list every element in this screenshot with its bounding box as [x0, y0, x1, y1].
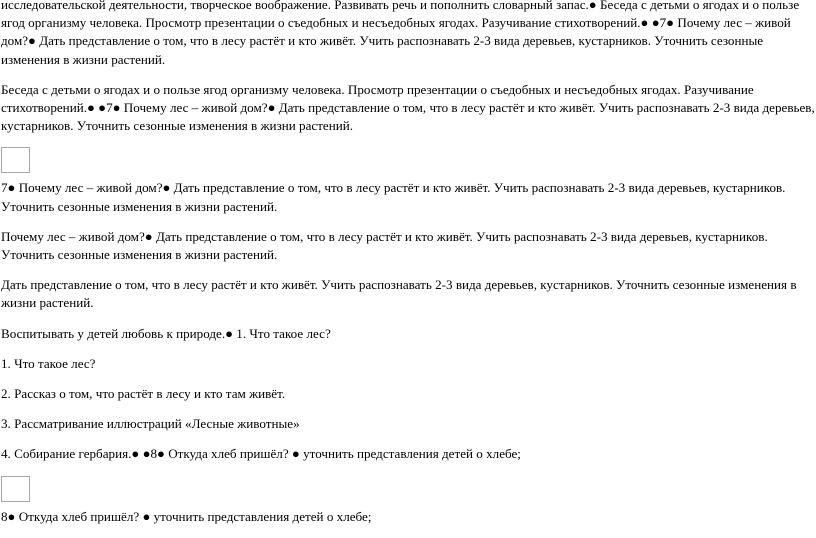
list-item-illustrations: 3. Рассматривание иллюстраций «Лесные животные» [1, 416, 300, 432]
paragraph-berries-conversation: Беседа с детьми о ягодах и о пользе ягод организму человека. Просмотр презентации о съедобных и несъедобных ягодах. Разучивание стихотворений.● ●7● Почему лес – живой дом?● Дать представление о том, что в лесу растёт и кто живёт. Учить распознавать 2-3 вида деревьев, кустарников. Уточнить сезонные изменения в жизни растений. [1, 81, 815, 134]
paragraph-love-nature: Воспитывать у детей любовь к природе.● 1. Что такое лес? [1, 325, 331, 341]
paragraph-forest-living-house-7: 7● Почему лес – живой дом?● Дать представление о том, что в лесу растёт и кто живёт. Учить распознавать 2-3 вида деревьев, кустарников. Уточнить сезонные изменения в жизни растений. [1, 180, 786, 214]
paragraph-bread: 8● Откуда хлеб пришёл? ● уточнить представления детей о хлебе; [1, 508, 372, 524]
list-item-story-forest: 2. Рассказ о том, что растёт в лесу и кто там живёт. [1, 386, 286, 402]
image-placeholder-icon [1, 147, 30, 173]
list-item-what-is-forest: 1. Что такое лес? [1, 355, 96, 371]
list-item-herbarium: 4. Собирание гербария.● ●8● Откуда хлеб пришёл? ● уточнить представления детей о хлебе; [1, 446, 521, 462]
paragraph-research-activity: исследовательской деятельности, творческое воображение. Развивать речь и пополнить словарный запас.● Беседа с детьми о ягодах и о пользе ягод организму человека. Просмотр презентации о съедобных и несъедобных ягодах. Разучивание стихотворений.● ●7● Почему лес – живой дом?● Дать представление о том, что в лесу растёт и кто живёт. Учить распознавать 2-3 вида деревьев, кустарников. Уточнить сезонные изменения в жизни растений. [1, 0, 800, 67]
image-placeholder-icon [1, 476, 30, 502]
document-page [1, 0, 815, 538]
paragraph-forest-living-house: Почему лес – живой дом?● Дать представление о том, что в лесу растёт и кто живёт. Учить распознавать 2-3 вида деревьев, кустарников. Уточнить сезонные изменения в жизни растений. [1, 228, 768, 263]
paragraph-forest-representation: Дать представление о том, что в лесу растёт и кто живёт. Учить распознавать 2-3 вида деревьев, кустарников. Уточнить сезонные изменения в жизни растений. [1, 277, 797, 311]
